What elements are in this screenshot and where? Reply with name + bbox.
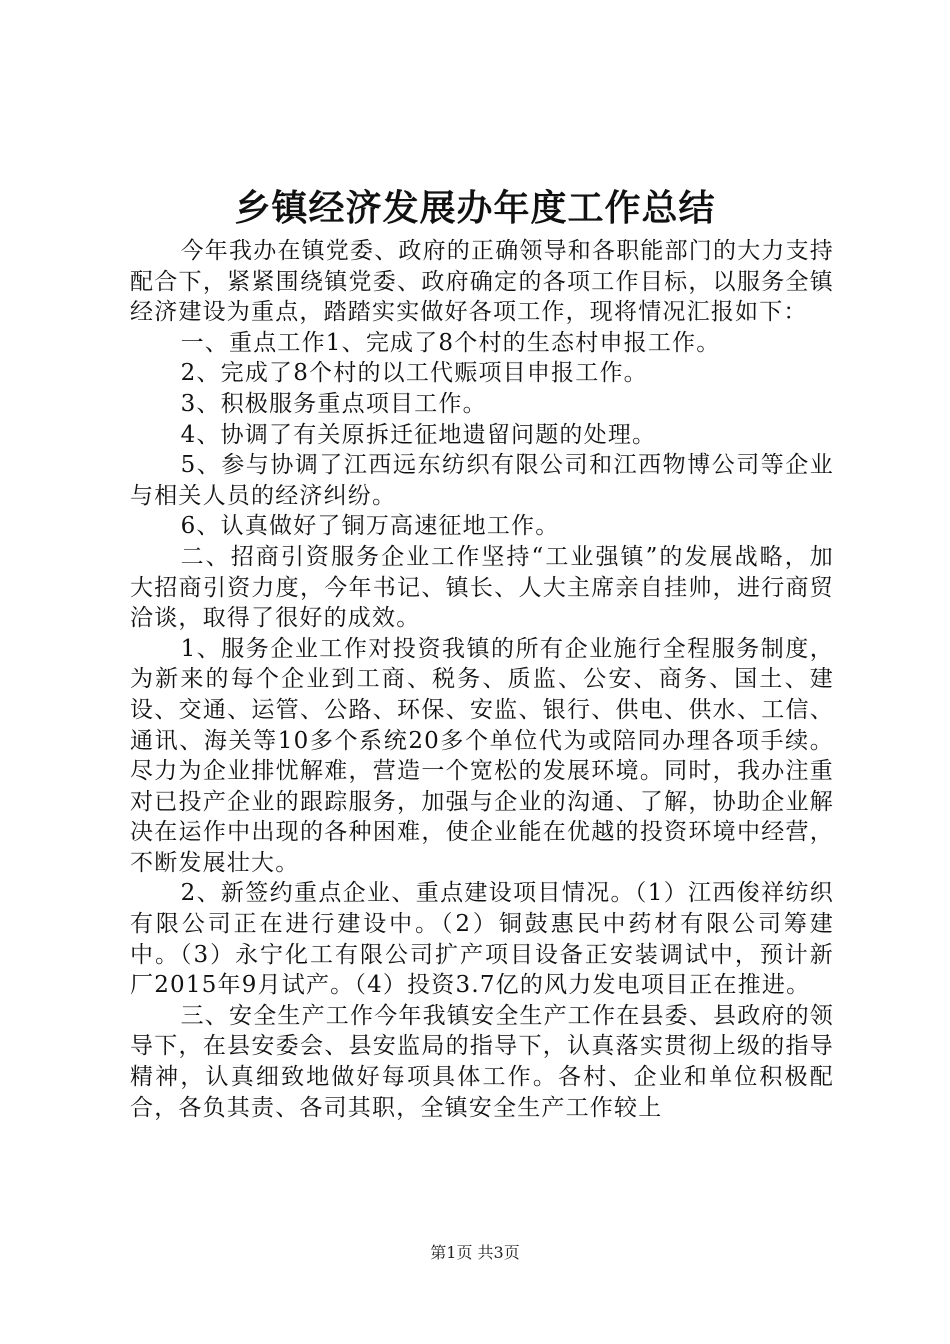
- paragraph-intro: 今年我办在镇党委、政府的正确领导和各职能部门的大力支持配合下，紧紧围绕镇党委、政府确定的各项工作目标，以服务全镇经济建设为重点，踏踏实实做好各项工作，现将情况汇报如下：: [130, 238, 834, 326]
- document-title: 乡镇经济发展办年度工作总结: [234, 187, 716, 229]
- page-footer: 第1页 共3页: [430, 1243, 520, 1262]
- paragraph-service-enterprises: 1、服务企业工作对投资我镇的所有企业施行全程服务制度，为新来的每个企业到工商、税务、质监、公安、商务、国土、建设、交通、运管、公路、环保、安监、银行、供电、供水、工信、通讯、海关等10多个系统20多个单位代为或陪同办理各项手续。尽力为企业排忧解难，营造一个宽松的发展环境。同时，我办注重对已投产企业的跟踪服务，加强与企业的沟通、了解，协助企业解决在运作中出现的各种困难，使企业能在优越的投资环境中经营，不断发展壮大。: [130, 635, 834, 876]
- paragraph-key-work-6: 6、认真做好了铜万高速征地工作。: [180, 513, 560, 540]
- paragraph-key-work-4: 4、协调了有关原拆迁征地遗留问题的处理。: [180, 421, 657, 448]
- paragraph-safety: 三、安全生产工作今年我镇安全生产工作在县委、县政府的领导下，在县安委会、县安监局的指导下，认真落实贯彻上级的指导精神，认真细致地做好每项具体工作。各村、企业和单位积极配合，各负其责、各司其职，全镇安全生产工作较上: [130, 1002, 834, 1121]
- paragraph-key-work-1: 一、重点工作1、完成了8个村的生态村申报工作。: [180, 329, 721, 356]
- paragraph-investment: 二、招商引资服务企业工作坚持“工业强镇”的发展战略，加大招商引资力度，今年书记、镇长、人大主席亲自挂帅，进行商贸洽谈，取得了很好的成效。: [130, 543, 834, 632]
- paragraph-new-projects: 2、新签约重点企业、重点建设项目情况。（1）江西俊祥纺织有限公司正在进行建设中。（2）铜鼓惠民中药材有限公司筹建中。（3）永宁化工有限公司扩产项目设备正安装调试中，预计新厂2015年9月试产。（4）投资3.7亿的风力发电项目正在推进。: [130, 880, 834, 999]
- document-body: [130, 236, 834, 1123]
- paragraph-key-work-2: 2、完成了8个村的以工代赈项目申报工作。: [180, 360, 648, 387]
- paragraph-key-work-3: 3、积极服务重点项目工作。: [180, 390, 487, 417]
- paragraph-key-work-5: 5、参与协调了江西远东纺织有限公司和江西物博公司等企业与相关人员的经济纠纷。: [130, 452, 834, 509]
